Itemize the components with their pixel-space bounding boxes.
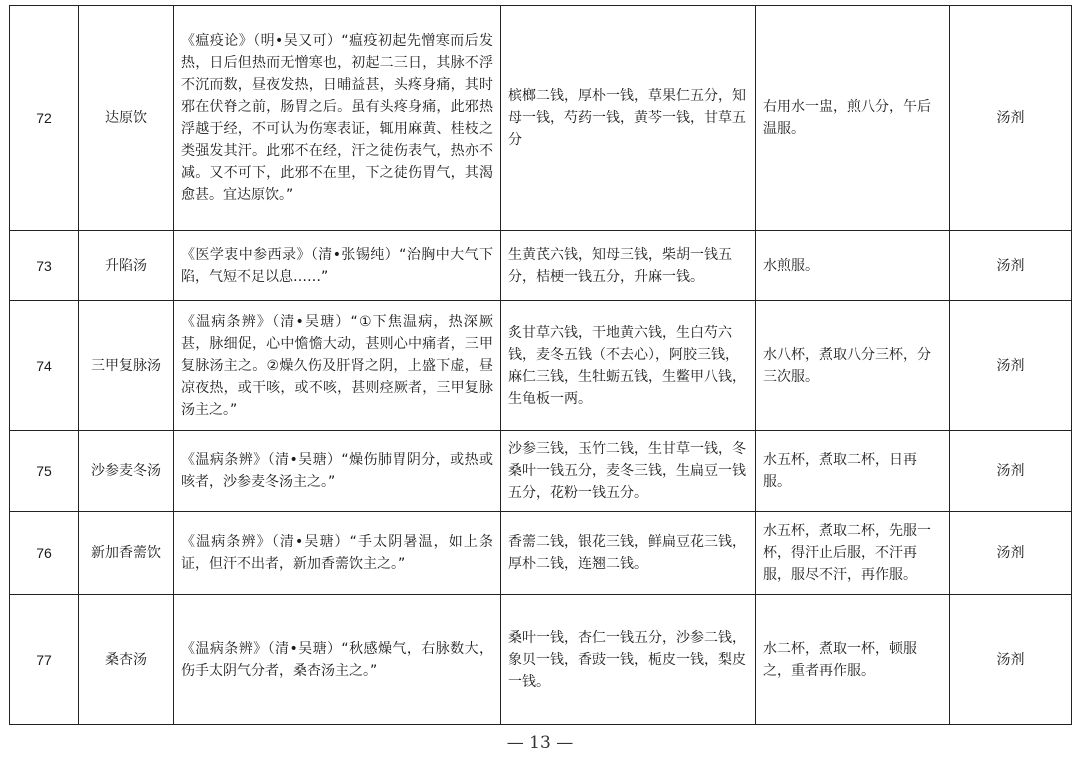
- table-row: [10, 512, 1072, 595]
- dosage-form: 汤剂: [950, 595, 1072, 725]
- source-text: 《温病条辨》（清•吴瑭）“手太阴暑温，如上条证，但汗不出者，新加香薷饮主之。”: [174, 512, 501, 595]
- formula-name: 新加香薷饮: [79, 512, 174, 595]
- source-text: 《瘟疫论》（明•吴又可）“瘟疫初起先憎寒而后发热，日后但热而无憎寒也，初起二三日，其脉不浮不沉而数，昼夜发热，日晡益甚，头疼身痛，其时邪在伏脊之前，肠胃之后。虽有头疼身痛，此邪热浮越于经，不可认为伤寒表证，辄用麻黄、桂枝之类强发其汗。此邪不在经，汗之徒伤表气，热亦不减。又不可下，此邪不在里，下之徒伤胃气，其渴愈甚。宜达原饮。”: [174, 6, 501, 231]
- usage-text: 水五杯，煮取二杯，日再服。: [756, 431, 950, 512]
- source-text: 《温病条辨》（清•吴瑭）“①下焦温病，热深厥甚，脉细促，心中憺憺大动，甚则心中痛者，三甲复脉汤主之。②燥久伤及肝肾之阴，上盛下虚，昼凉夜热，或干咳，或不咳，甚则痉厥者，三甲复脉汤主之。”: [174, 301, 501, 431]
- dosage-form: 汤剂: [950, 512, 1072, 595]
- source-text: 《温病条辨》（清•吴瑭）“秋感燥气，右脉数大，伤手太阴气分者，桑杏汤主之。”: [174, 595, 501, 725]
- formula-name: 沙参麦冬汤: [79, 431, 174, 512]
- composition-text: 香薷二钱，银花三钱，鲜扁豆花三钱，厚朴二钱，连翘二钱。: [501, 512, 756, 595]
- source-text: 《医学衷中参西录》（清•张锡纯）“治胸中大气下陷，气短不足以息……”: [174, 231, 501, 301]
- table-row: [10, 431, 1072, 512]
- table-row: [10, 6, 1072, 231]
- source-text: 《温病条辨》（清•吴瑭）“燥伤肺胃阴分，或热或咳者，沙参麦冬汤主之。”: [174, 431, 501, 512]
- table-row: [10, 595, 1072, 725]
- dosage-form: 汤剂: [950, 431, 1072, 512]
- table-row: [10, 231, 1072, 301]
- usage-text: 水五杯，煮取二杯，先服一杯，得汗止后服，不汗再服，服尽不汗，再作服。: [756, 512, 950, 595]
- dosage-form: 汤剂: [950, 301, 1072, 431]
- composition-text: 槟榔二钱，厚朴一钱，草果仁五分，知母一钱，芍药一钱，黄芩一钱，甘草五分: [501, 6, 756, 231]
- composition-text: 沙参三钱，玉竹二钱，生甘草一钱，冬桑叶一钱五分，麦冬三钱，生扁豆一钱五分，花粉一钱五分。: [501, 431, 756, 512]
- row-number: 74: [10, 301, 79, 431]
- composition-text: 桑叶一钱，杏仁一钱五分，沙参二钱，象贝一钱，香豉一钱，栀皮一钱，梨皮一钱。: [501, 595, 756, 725]
- composition-text: 炙甘草六钱，干地黄六钱，生白芍六钱，麦冬五钱（不去心），阿胶三钱，麻仁三钱，生牡蛎五钱，生鳖甲八钱，生龟板一两。: [501, 301, 756, 431]
- row-number: 73: [10, 231, 79, 301]
- usage-text: 水八杯，煮取八分三杯，分三次服。: [756, 301, 950, 431]
- formula-table: [9, 5, 1072, 725]
- formula-name: 桑杏汤: [79, 595, 174, 725]
- formula-name: 三甲复脉汤: [79, 301, 174, 431]
- row-number: 75: [10, 431, 79, 512]
- composition-text: 生黄芪六钱，知母三钱，柴胡一钱五分，桔梗一钱五分，升麻一钱。: [501, 231, 756, 301]
- formula-name: 升陷汤: [79, 231, 174, 301]
- usage-text: 右用水一盅，煎八分，午后温服。: [756, 6, 950, 231]
- page-number: — 13 —: [506, 733, 574, 753]
- row-number: 77: [10, 595, 79, 725]
- table-row: [10, 301, 1072, 431]
- row-number: 76: [10, 512, 79, 595]
- usage-text: 水二杯，煮取一杯，顿服之，重者再作服。: [756, 595, 950, 725]
- row-number: 72: [10, 6, 79, 231]
- dosage-form: 汤剂: [950, 231, 1072, 301]
- dosage-form: 汤剂: [950, 6, 1072, 231]
- formula-name: 达原饮: [79, 6, 174, 231]
- usage-text: 水煎服。: [756, 231, 950, 301]
